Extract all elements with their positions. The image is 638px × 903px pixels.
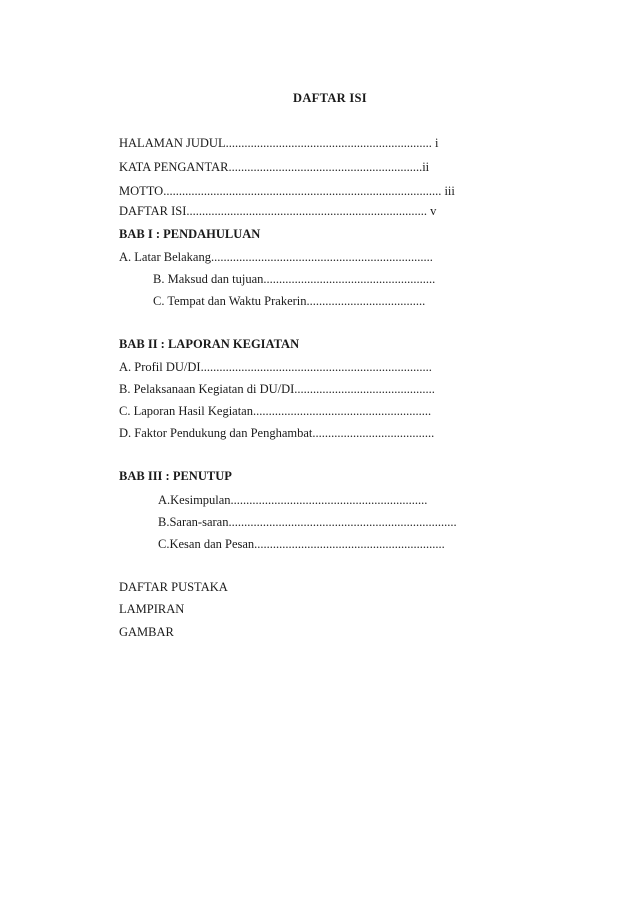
- toc-entry-daftar-isi: DAFTAR ISI............................................................................. v: [119, 204, 437, 218]
- toc-entry-maksud-tujuan: B. Maksud dan tujuan.......................................................: [153, 272, 436, 286]
- toc-entry-motto: MOTTO......................................................................................... iii: [119, 184, 455, 198]
- toc-entry-lampiran: LAMPIRAN: [119, 602, 185, 616]
- toc-entry-kesan-pesan: C.Kesan dan Pesan.............................................................: [158, 537, 445, 551]
- page-title: DAFTAR ISI: [293, 91, 367, 105]
- toc-entry-kata-pengantar: KATA PENGANTAR..............................................................ii: [119, 160, 430, 174]
- toc-chapter-bab-1: BAB I : PENDAHULUAN: [119, 227, 261, 241]
- toc-entry-kesimpulan: A.Kesimpulan...............................................................: [158, 493, 428, 507]
- toc-entry-profil: A. Profil DU/DI..........................................................................: [119, 360, 432, 374]
- toc-chapter-bab-2: BAB II : LAPORAN KEGIATAN: [119, 337, 300, 351]
- toc-entry-saran: B.Saran-saran.........................................................................: [158, 515, 457, 529]
- toc-entry-pelaksanaan: B. Pelaksanaan Kegiatan di DU/DI.............................................: [119, 382, 435, 396]
- toc-entry-daftar-pustaka: DAFTAR PUSTAKA: [119, 580, 228, 594]
- toc-entry-tempat-waktu: C. Tempat dan Waktu Prakerin......................................: [153, 294, 426, 308]
- toc-entry-latar-belakang: A. Latar Belakang.......................................................................: [119, 250, 433, 264]
- toc-entry-gambar: GAMBAR: [119, 625, 174, 639]
- toc-chapter-bab-3: BAB III : PENUTUP: [119, 469, 232, 483]
- toc-entry-halaman-judul: HALAMAN JUDUL.................................................................. i: [119, 136, 439, 150]
- toc-entry-laporan-hasil: C. Laporan Hasil Kegiatan.........................................................: [119, 404, 432, 418]
- toc-entry-faktor: D. Faktor Pendukung dan Penghambat.......................................: [119, 426, 435, 440]
